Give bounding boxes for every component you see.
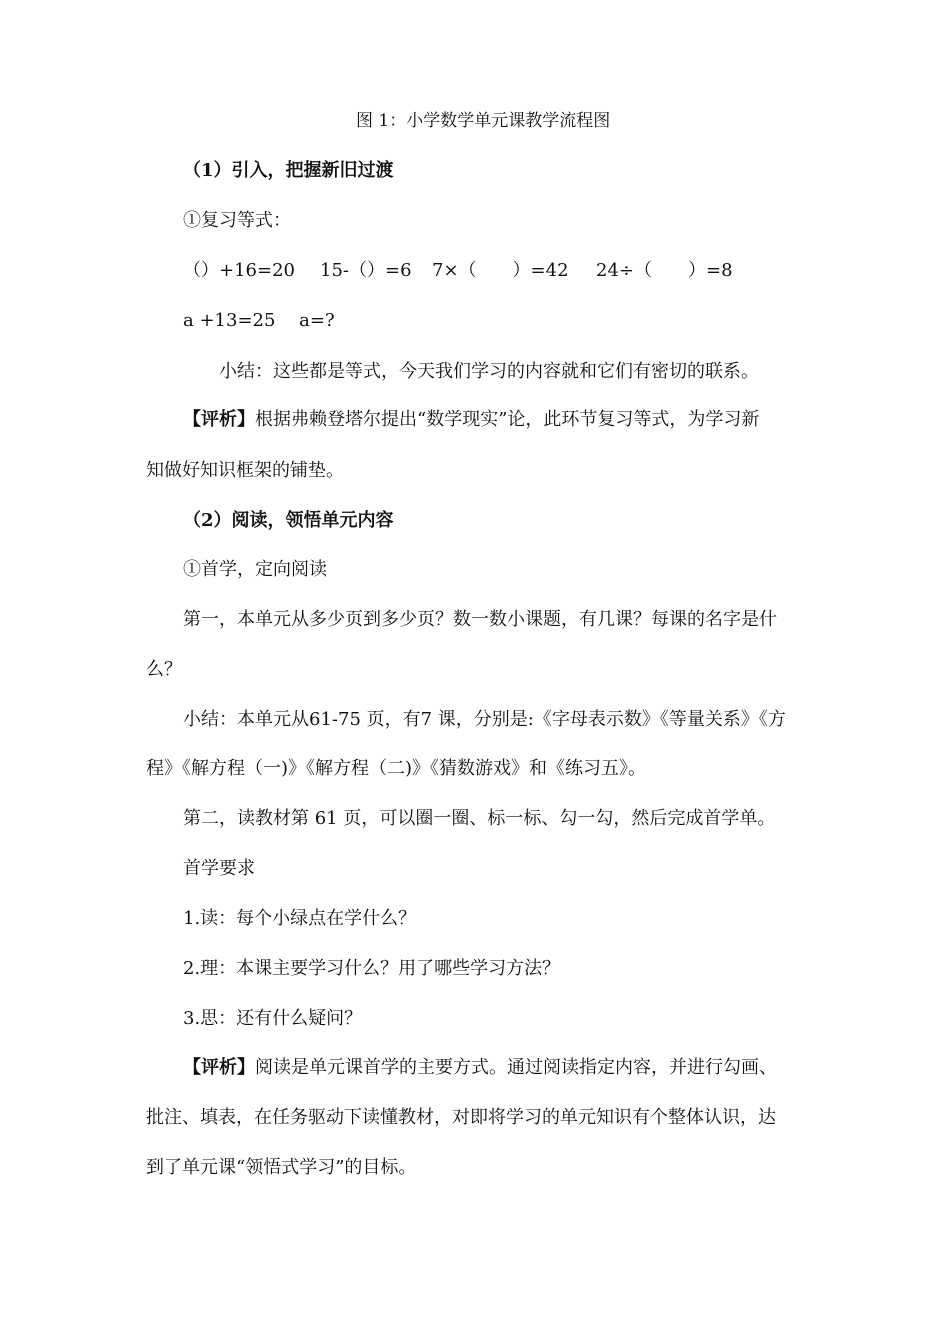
equation-row bbox=[0, 259, 950, 283]
section2-analysis-cont: 批注、填表，在任务驱动下读懂教材，对即将学习的单元知识有个整体认识，达 bbox=[146, 1107, 776, 1128]
first-question-cont: 么？ bbox=[146, 659, 182, 680]
equation-2: 15-（）=6 bbox=[320, 260, 412, 281]
section1-analysis-cont: 知做好知识框架的铺垫。 bbox=[146, 460, 344, 481]
first-question: 第一，本单元从多少页到多少页？数一数小课题，有几课？每课的名字是什 bbox=[183, 609, 777, 630]
requirement-item: 2.理：本课主要学习什么？用了哪些学习方法？ bbox=[183, 958, 561, 979]
section1-summary: 小结：这些都是等式，今天我们学习的内容就和它们有密切的联系。 bbox=[219, 361, 759, 382]
review-equations-label: ①复习等式： bbox=[183, 210, 291, 231]
equation-1: （）+16=20 bbox=[183, 260, 295, 281]
requirements-title: 首学要求 bbox=[183, 858, 255, 879]
analysis-label: 【评析】 bbox=[183, 1057, 255, 1078]
equation-a: a +13=25 a=? bbox=[183, 310, 335, 331]
analysis-label: 【评析】 bbox=[183, 409, 255, 430]
requirement-item: 1.读：每个小绿点在学什么？ bbox=[183, 908, 417, 929]
equation-4: 24÷（ ）=8 bbox=[596, 260, 733, 281]
first-study-label: ①首学，定向阅读 bbox=[183, 559, 327, 580]
equation-3: 7×（ ）=42 bbox=[432, 260, 569, 281]
section1-heading: （1）引入，把握新旧过渡 bbox=[183, 160, 394, 181]
section1-analysis bbox=[183, 408, 759, 432]
section2-analysis bbox=[183, 1056, 777, 1080]
section2-heading: （2）阅读，领悟单元内容 bbox=[183, 510, 394, 531]
analysis-text: 阅读是单元课首学的主要方式。通过阅读指定内容，并进行勾画、 bbox=[255, 1057, 777, 1078]
second-instruction: 第二，读教材第 61 页，可以圈一圈、标一标、勾一勾，然后完成首学单。 bbox=[183, 808, 776, 829]
figure-caption: 图 1：小学数学单元课教学流程图 bbox=[356, 111, 611, 131]
section2-summary: 小结：本单元从61-75 页，有7 课，分别是:《字母表示数》《等量关系》《方 bbox=[183, 709, 786, 730]
analysis-text: 根据弗赖登塔尔提出“数学现实”论，此环节复习等式，为学习新 bbox=[255, 409, 760, 430]
section2-summary-cont: 程》《解方程（一)》《解方程（二)》《猜数游戏》和《练习五》。 bbox=[146, 758, 647, 779]
section2-analysis-end: 到了单元课“领悟式学习”的目标。 bbox=[146, 1157, 417, 1178]
requirement-item: 3.思：还有什么疑问？ bbox=[183, 1008, 363, 1029]
